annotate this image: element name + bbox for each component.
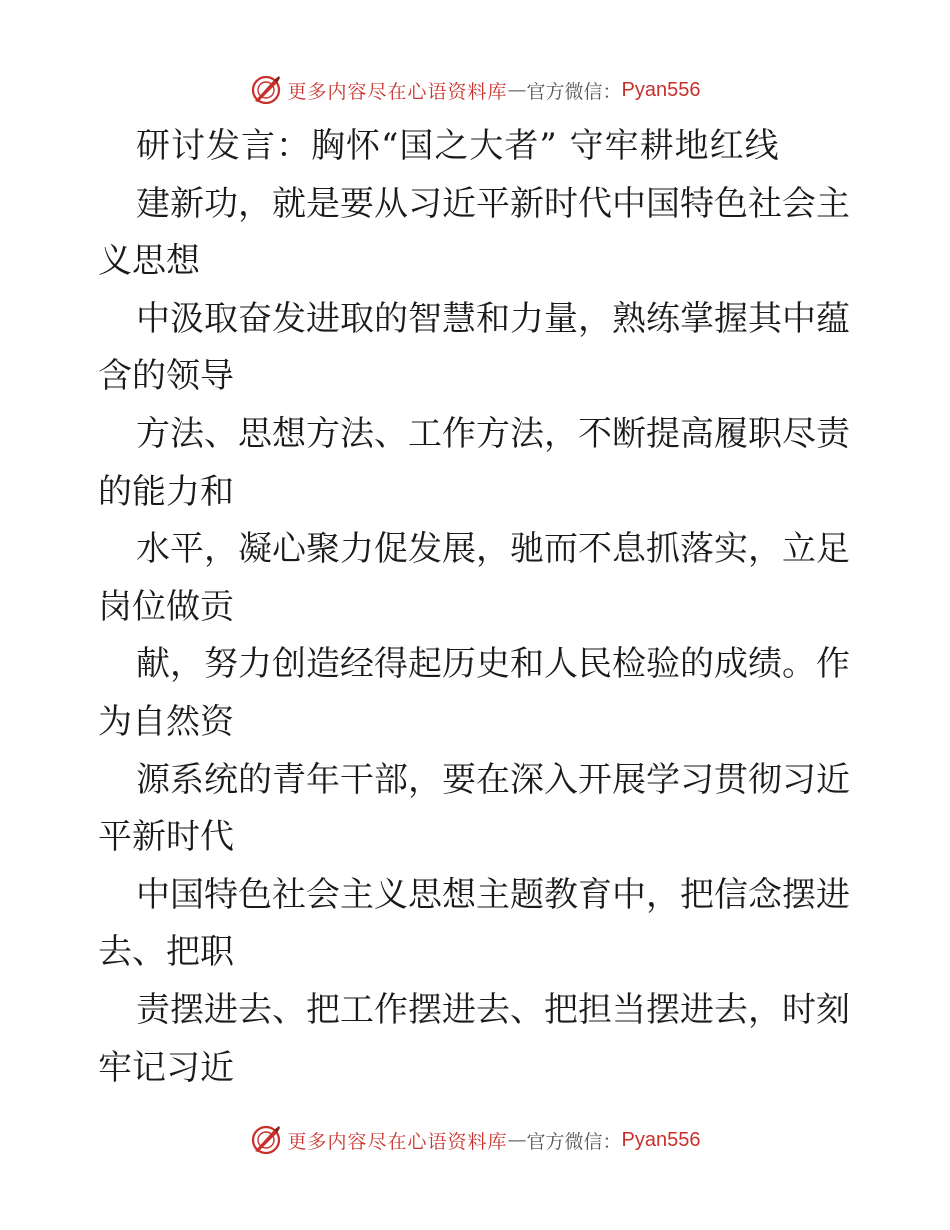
body-line: 为自然资 — [98, 701, 234, 742]
watermark-wechat-label: 官方微信： — [526, 80, 622, 103]
watermark-promo-text: 更多内容尽在心语资料库 — [287, 1130, 508, 1153]
quill-logo-icon — [250, 74, 282, 106]
watermark-wechat-id: Pyan556 — [621, 78, 701, 101]
body-line: 去、把职 — [98, 932, 234, 973]
body-line: 中国特色社会主义思想主题教育中，把信念摆进 — [136, 874, 850, 915]
body-line: 义思想 — [98, 241, 200, 282]
body-line: 献，努力创造经得起历史和人民检验的成绩。作 — [136, 644, 850, 685]
footer-watermark — [0, 1120, 950, 1160]
watermark-dash: — — [507, 79, 527, 101]
header-watermark — [0, 70, 950, 110]
document-title: 研讨发言：胸怀“国之大者” 守牢耕地红线 — [136, 126, 780, 166]
watermark-wechat-label: 官方微信： — [526, 1130, 622, 1153]
body-line: 水平，凝心聚力促发展，驰而不息抓落实，立足 — [136, 529, 850, 570]
body-line: 牢记习近 — [98, 1047, 234, 1088]
body-line: 的能力和 — [98, 471, 234, 512]
body-line: 责摆进去、把工作摆进去、把担当摆进去，时刻 — [136, 989, 850, 1030]
body-line: 中汲取奋发进取的智慧和力量，熟练掌握其中蕴 — [136, 298, 850, 339]
body-line: 含的领导 — [98, 356, 234, 397]
body-line: 岗位做贡 — [98, 586, 234, 627]
body-line: 源系统的青年干部，要在深入开展学习贯彻习近 — [136, 759, 850, 800]
body-line: 建新功，就是要从习近平新时代中国特色社会主 — [136, 183, 850, 224]
body-line: 平新时代 — [98, 817, 234, 858]
body-line: 方法、思想方法、工作方法，不断提高履职尽责 — [136, 413, 850, 454]
watermark-wechat-id: Pyan556 — [621, 1128, 701, 1151]
watermark-dash: — — [507, 1129, 527, 1151]
quill-logo-icon — [250, 1124, 282, 1156]
watermark-promo-text: 更多内容尽在心语资料库 — [287, 80, 508, 103]
document-body — [98, 118, 858, 1097]
